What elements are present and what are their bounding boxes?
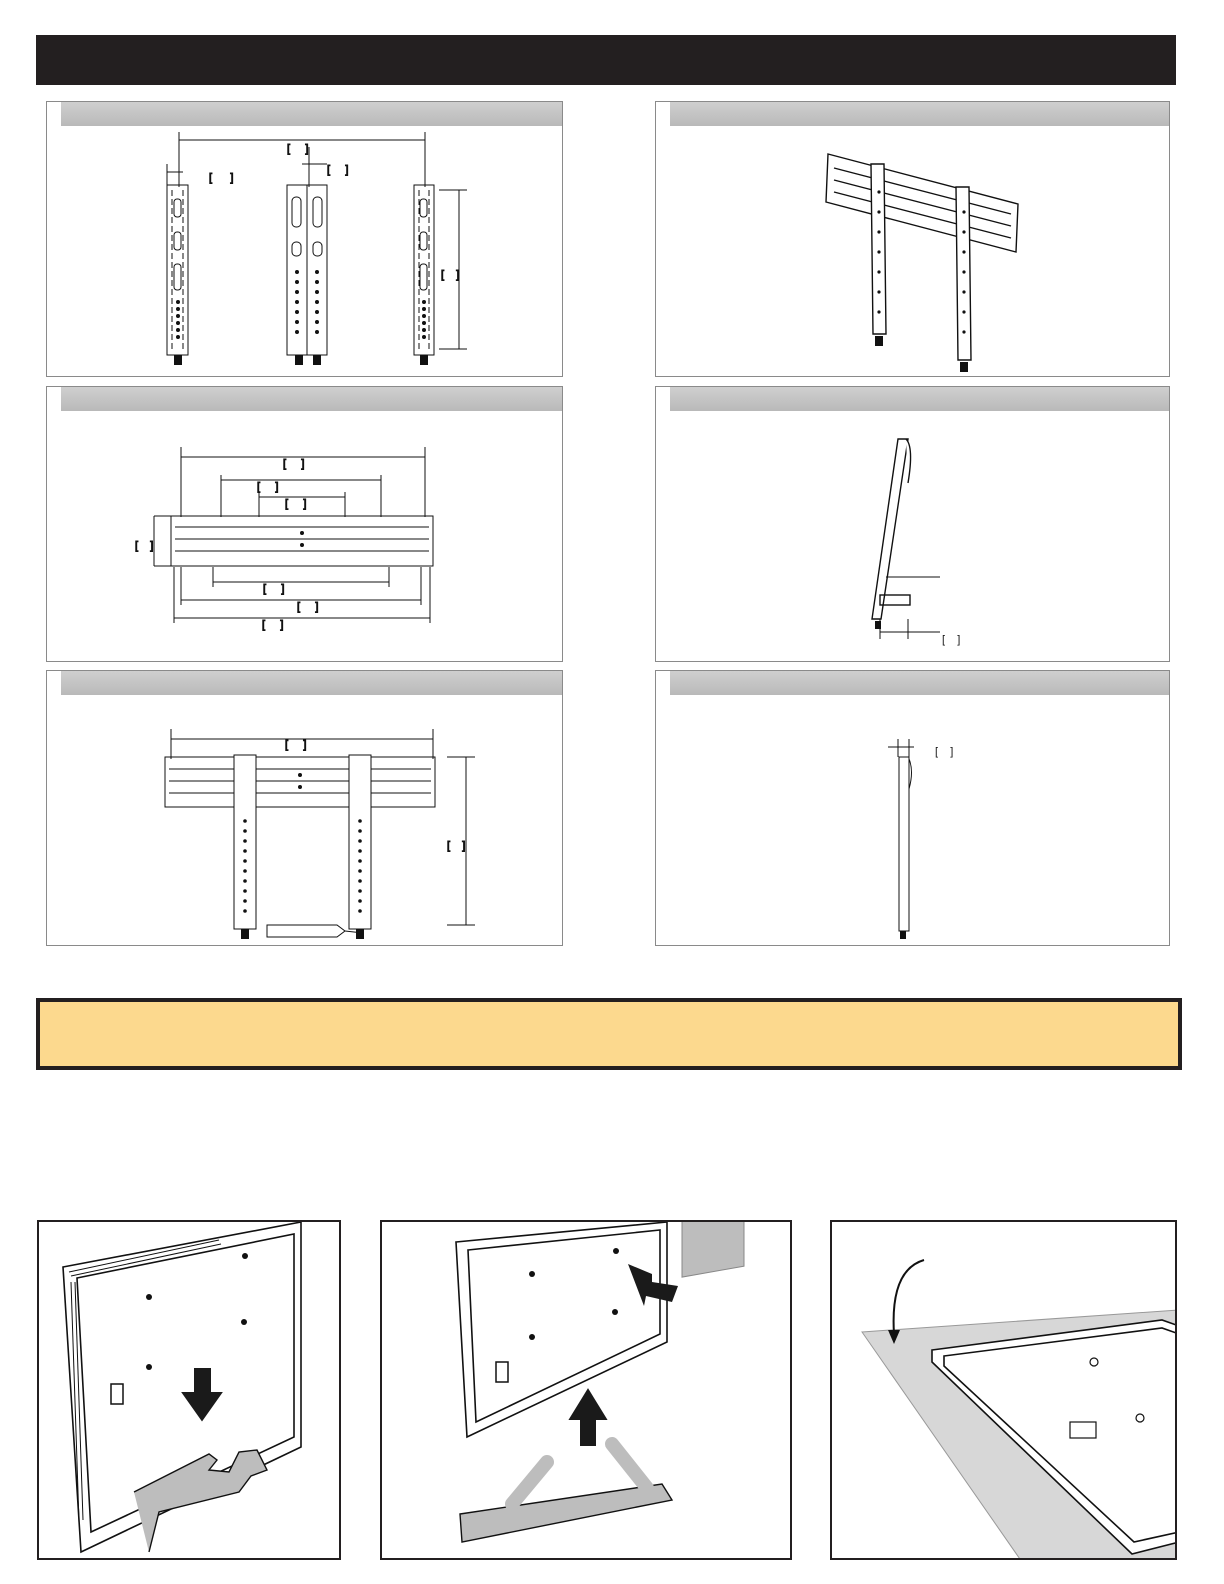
bracket-front-diagram — [47, 102, 564, 378]
svg-text:[ ]: [ ] — [297, 601, 319, 613]
step-remove-stand — [37, 1220, 341, 1560]
svg-text:[ ]: [ ] — [327, 164, 349, 176]
svg-text:[ ]: [ ] — [135, 540, 154, 552]
assembled-mount-diagram — [47, 671, 564, 947]
svg-text:[ ]: [ ] — [285, 739, 307, 751]
svg-text:[ ]: [ ] — [262, 619, 284, 631]
svg-text:[ ]: [ ] — [263, 583, 285, 595]
svg-text:[ ]: [ ] — [441, 269, 460, 281]
svg-text:[ ]: [ ] — [935, 746, 954, 758]
wall-plate-diagram — [47, 387, 564, 663]
svg-text:[ ]: [ ] — [447, 840, 466, 852]
svg-text:[ ]: [ ] — [285, 498, 307, 510]
svg-text:[ ]: [ ] — [287, 143, 309, 155]
panel-perspective-view — [655, 101, 1170, 377]
remove-stand-illustration — [39, 1222, 341, 1560]
side-flat-diagram — [656, 671, 1171, 947]
lay-screen-illustration — [832, 1222, 1177, 1560]
svg-text:[ ]: [ ] — [257, 481, 279, 493]
notice-banner — [36, 998, 1182, 1070]
step-lay-screen-down — [830, 1220, 1177, 1560]
panel-side-view-tilted — [655, 386, 1170, 662]
svg-text:[ ]: [ ] — [209, 172, 234, 184]
side-tilt-diagram — [656, 387, 1171, 663]
step-remove-plate — [380, 1220, 792, 1560]
up-arrow-icon — [572, 1392, 604, 1444]
mount-perspective-diagram — [656, 102, 1171, 378]
svg-text:[ ]: [ ] — [283, 458, 305, 470]
page-header-bar — [36, 35, 1176, 85]
panel-front-view — [46, 101, 563, 377]
panel-assembled-front-view — [46, 670, 563, 946]
wall-plate-part — [682, 1222, 744, 1277]
remove-plate-illustration — [382, 1222, 792, 1560]
stand-base-part — [460, 1484, 672, 1542]
panel-wall-plate-view — [46, 386, 563, 662]
panel-side-view-flat — [655, 670, 1170, 946]
curved-arrow-icon — [894, 1260, 924, 1334]
svg-text:[ ]: [ ] — [942, 634, 961, 646]
